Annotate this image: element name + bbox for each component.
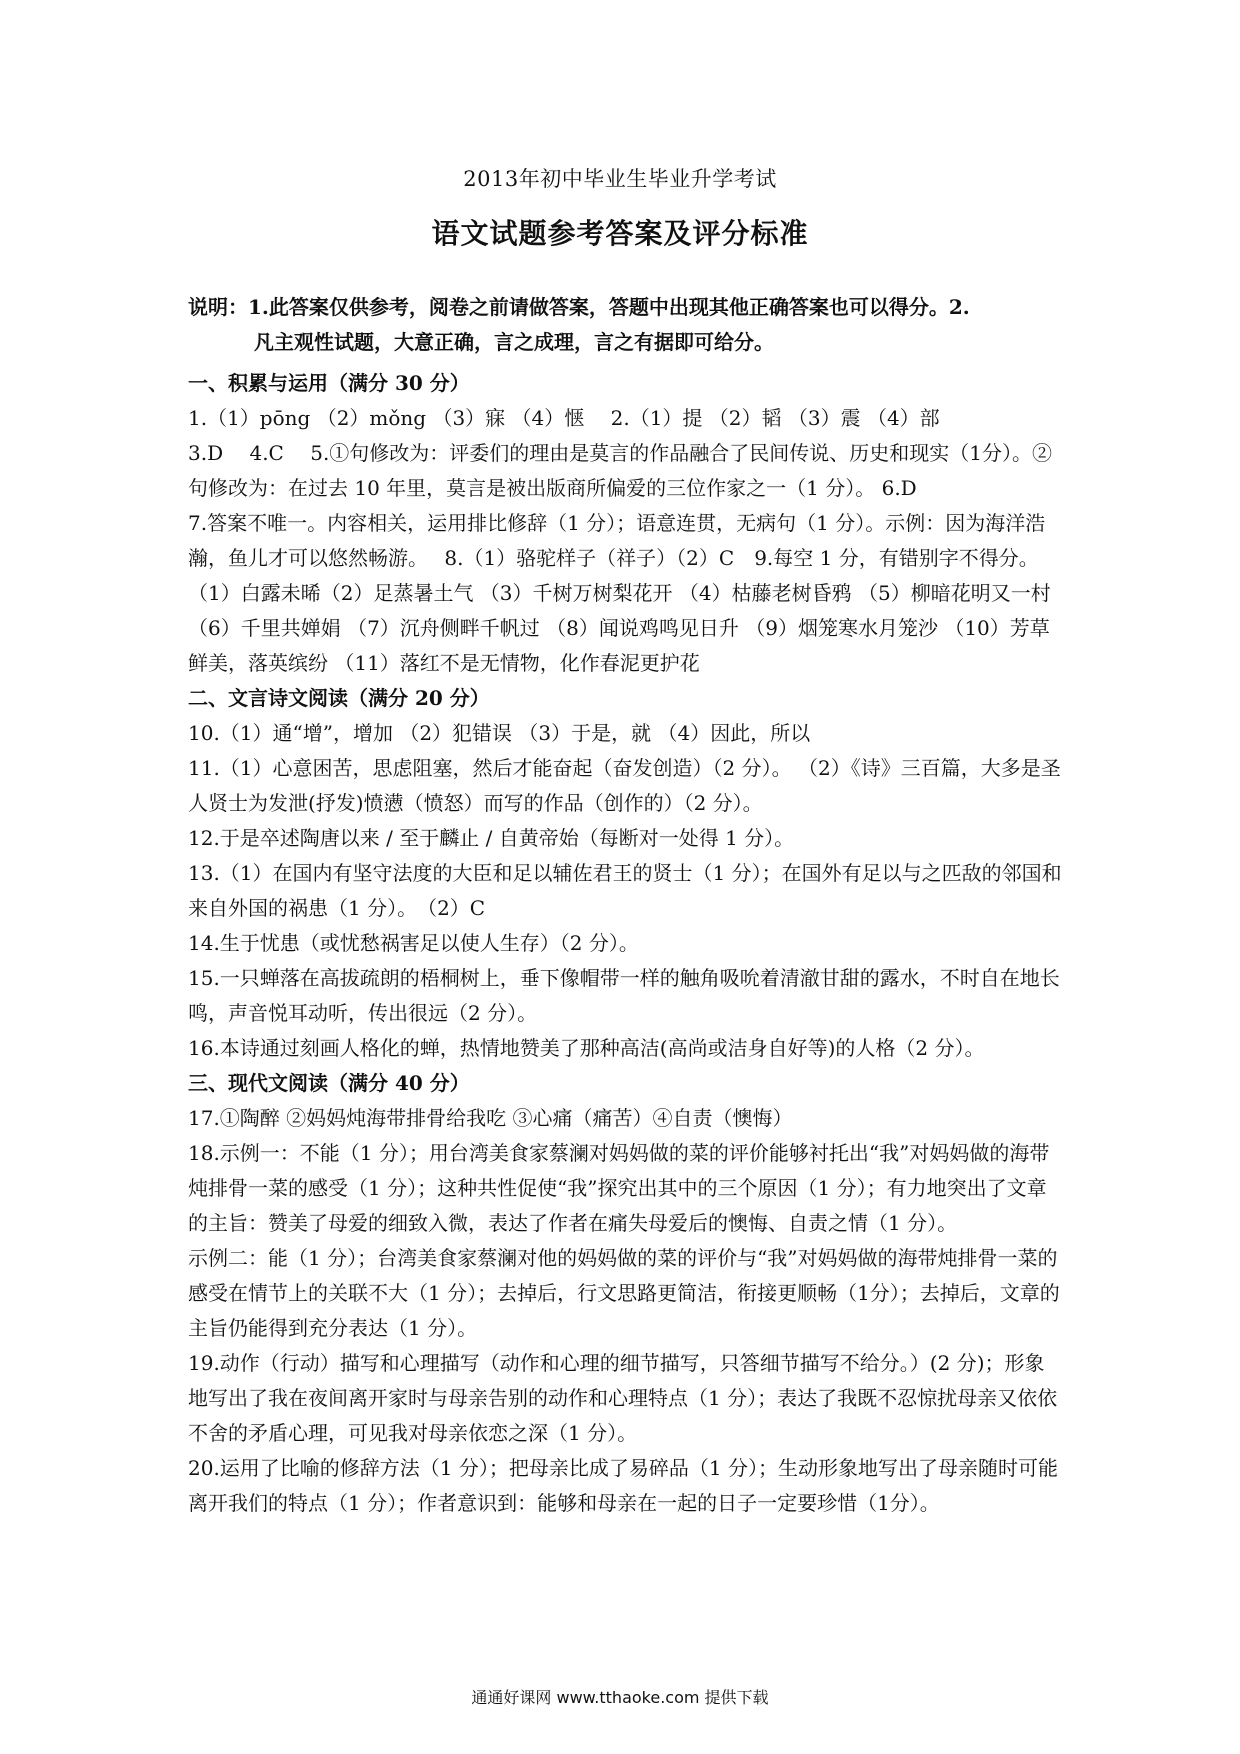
answer-line: 20.运用了比喻的修辞方法（1 分）；把母亲比成了易碎品（1 分）；生动形象地写出了母亲随时可能离开我们的特点（1 分）；作者意识到：能够和母亲在一起的日子一定要珍惜（1分）。 (188, 1456, 1058, 1515)
note-line: 凡主观性试题，大意正确，言之成理，言之有据即可给分。 (254, 330, 774, 354)
answer-line: 7.答案不唯一。内容相关，运用排比修辞（1 分）；语意连贯，无病句（1 分）。示例：因为海洋浩瀚，鱼儿才可以悠然畅游。 8.（1）骆驼样子（祥子）（2）C 9.每空 1 分，有错别字不得分。（1）白露未晞（2）足蒸暑土气 （3）千树万树梨花开 （4）枯藤老树昏鸦 （5）柳暗花明又一村 （6）千里共婵娟 （7）沉舟侧畔千帆过 （8）闻说鸡鸣见日升 （9）烟笼寒水月笼沙 （10）芳草鲜美，落英缤纷 （11）落红不是无情物，化作春泥更护花 (188, 511, 1051, 675)
answer-line: 11.（1）心意困苦，思虑阻塞，然后才能奋起（奋发创造）（2 分）。 （2）《诗》三百篇，大多是圣人贤士为发泄(抒发)愤懑（愤怒）而写的作品（创作的）（2 分）。 (188, 756, 1061, 815)
section-heading: 三、现代文阅读（满分 40 分） (188, 1071, 470, 1095)
answer-line: 15.一只蝉落在高拔疏朗的梧桐树上，垂下像帽带一样的触角吸吮着清澈甘甜的露水，不时自在地长鸣，声音悦耳动听，传出很远（2 分）。 (188, 966, 1060, 1025)
answer-line: 16.本诗通过刻画人格化的蝉，热情地赞美了那种高洁(高尚或洁身自好等)的人格（2 分）。 (188, 1036, 985, 1060)
answer-line: 13.（1）在国内有坚守法度的大臣和足以辅佐君王的贤士（1 分）；在国外有足以与之匹敌的邻国和来自外国的祸患（1 分）。 （2）C (188, 861, 1062, 920)
answer-line: 17.①陶醉 ②妈妈炖海带排骨给我吃 ③心痛（痛苦）④自责（懊悔） (188, 1106, 793, 1130)
section-2 (188, 681, 1064, 1066)
document-title: 语文试题参考答案及评分标准 (431, 217, 809, 250)
instructions-note (188, 290, 1064, 360)
answer-line: 14.生于忧患（或忧愁祸害足以使人生存）（2 分）。 (188, 931, 639, 955)
answer-line: 18.示例一：不能（1 分）；用台湾美食家蔡澜对妈妈做的菜的评价能够衬托出“我”对妈妈做的海带炖排骨一菜的感受（1 分）；这种共性促使“我”探究出其中的三个原因（1 分）；有力地突出了文章的主旨：赞美了母爱的细致入微，表达了作者在痛失母爱后的懊悔、自责之情（1 分）。 (188, 1141, 1050, 1235)
answer-line: 12.于是卒述陶唐以来 / 至于麟止 / 自黄帝始（每断对一处得 1 分）。 (188, 826, 795, 850)
exam-title: 2013年初中毕业生毕业升学考试 (463, 167, 777, 191)
section-heading: 一、积累与运用（满分 30 分） (188, 371, 470, 395)
note-line: 说明：1.此答案仅供参考，阅卷之前请做答案，答题中出现其他正确答案也可以得分。2. (188, 295, 970, 319)
answer-content (188, 290, 1064, 1521)
answer-line: 1.（1）pōng （2）mǒng （3）寐 （4）惬 2.（1）提 （2）韬 （3）震 （4）部 (188, 406, 940, 430)
answer-line: 19.动作（行动）描写和心理描写（动作和心理的细节描写，只答细节描写不给分。）(2 分)；形象地写出了我在夜间离开家时与母亲告别的动作和心理特点（1 分）；表达了我既不忍惊扰母亲又依依不舍的矛盾心理，可见我对母亲依恋之深（1 分）。 (188, 1351, 1058, 1445)
answer-line: 3.D 4.C 5.①句修改为：评委们的理由是莫言的作品融合了民间传说、历史和现实（1分）。②句修改为：在过去 10 年里，莫言是被出版商所偏爱的三位作家之一（1 分）。 6.D (188, 441, 1053, 500)
answer-line: 示例二：能（1 分）；台湾美食家蔡澜对他的妈妈做的菜的评价与“我”对妈妈做的海带炖排骨一菜的感受在情节上的关联不大（1 分）；去掉后，行文思路更简洁，衔接更顺畅（1分）；去掉后，文章的主旨仍能得到充分表达（1 分）。 (188, 1246, 1060, 1340)
answer-line: 10.（1）通“增”，增加 （2）犯错误 （3）于是，就 （4）因此，所以 (188, 721, 811, 745)
section-1 (188, 366, 1064, 681)
download-footer: 通通好课网 www.tthaoke.com 提供下载 (471, 1688, 769, 1707)
section-heading: 二、文言诗文阅读（满分 20 分） (188, 686, 490, 710)
section-3 (188, 1066, 1064, 1521)
